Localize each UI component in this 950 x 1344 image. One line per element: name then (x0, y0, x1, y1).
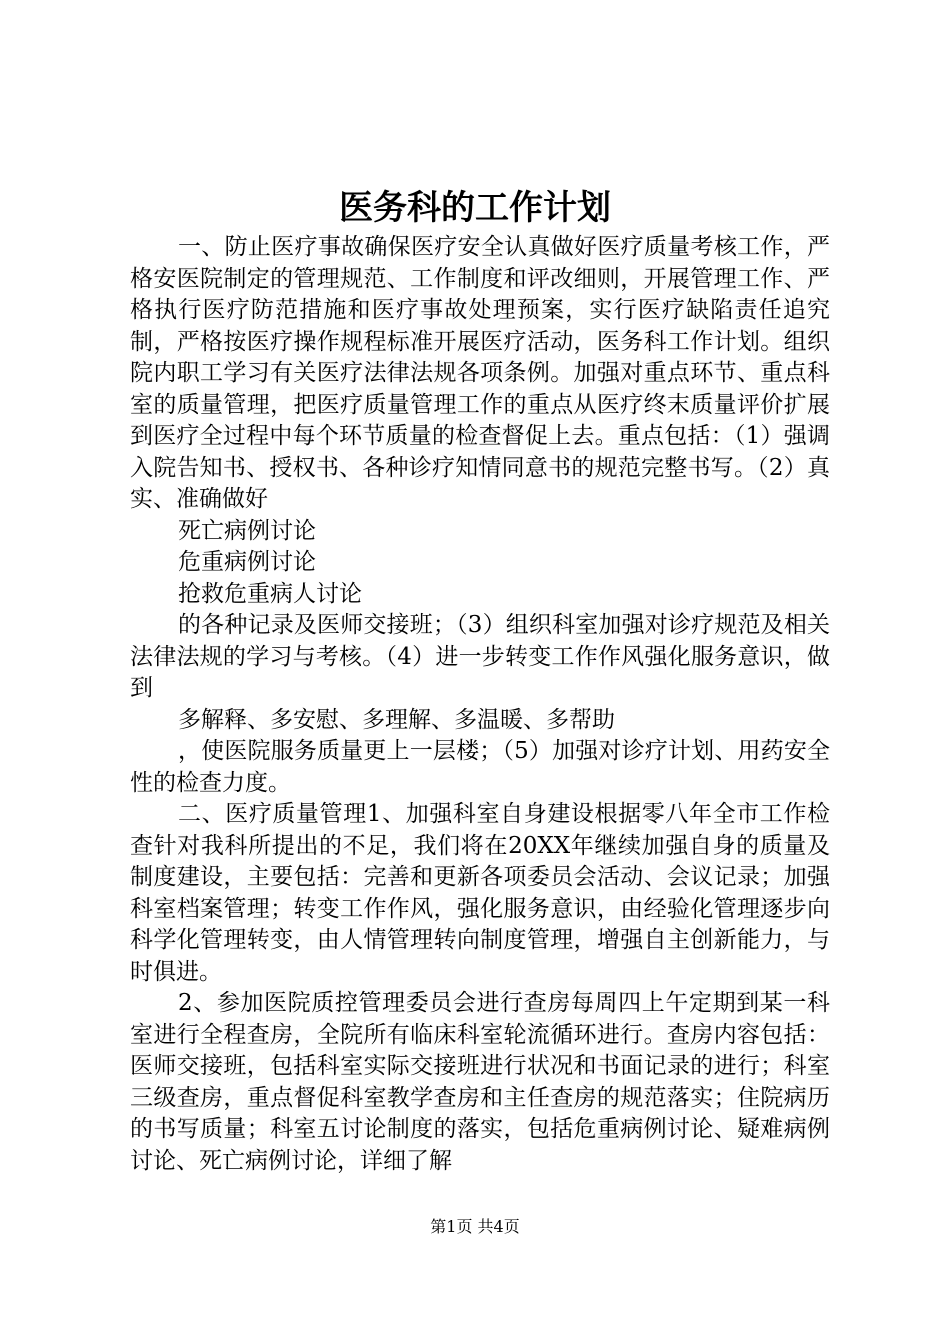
paragraph-4: 二、医疗质量管理1、加强科室自身建设根据零八年全市工作检查针对我科所提出的不足，我们将在20XX年继续加强自身的质量及制度建设，主要包括：完善和更新各项委员会活动、会议记录；加强科室档案管理；转变工作作风，强化服务意识，由经验化管理逐步向科学化管理转变，由人情管理转向制度管理，增强自主创新能力，与时俱进。 (130, 801, 830, 985)
paragraph-item-critical-case: 危重病例讨论 (178, 549, 316, 575)
paragraph-item-death-case: 死亡病例讨论 (178, 517, 316, 544)
paragraph-1: 一、防止医疗事故确保医疗安全认真做好医疗质量考核工作，严格安医院制定的管理规范、工作制度和评改细则，开展管理工作、严格执行医疗防范措施和医疗事故处理预案，实行医疗缺陷责任追究制，严格按医疗操作规程标准开展医疗活动，医务科工作计划。组织院内职工学习有关医疗法律法规各项条例。加强对重点环节、重点科室的质量管理，把医疗质量管理工作的重点从医疗终末质量评价扩展到医疗全过程中每个环节质量的检查督促上去。重点包括：（1）强调入院告知书、授权书、各种诊疗知情同意书的规范完整书写。（2）真实、准确做好 (130, 234, 830, 512)
document-body (130, 232, 830, 1177)
paragraph-5: 2、参加医院质控管理委员会进行查房每周四上午定期到某一科室进行全程查房，全院所有临床科室轮流循环进行。查房内容包括：医师交接班，包括科室实际交接班进行状况和书面记录的进行；科室三级查房，重点督促科室教学查房和主任查房的规范落实；住院病历的书写质量；科室五讨论制度的落实，包括危重病例讨论、疑难病例讨论、死亡病例讨论，详细了解 (130, 990, 830, 1174)
paragraph-2: 的各种记录及医师交接班；（3）组织科室加强对诊疗规范及相关法律法规的学习与考核。（4）进一步转变工作作风强化服务意识，做到 (130, 612, 830, 701)
paragraph-3: ，使医院服务质量更上一层楼；（5）加强对诊疗计划、用药安全性的检查力度。 (130, 738, 830, 796)
paragraph-item-service: 多解释、多安慰、多理解、多温暖、多帮助 (178, 706, 615, 733)
page-footer: 第1页 共4页 (430, 1217, 520, 1236)
document-title: 医务科的工作计划 (339, 188, 611, 228)
paragraph-item-rescue-case: 抢救危重病人讨论 (178, 580, 362, 607)
